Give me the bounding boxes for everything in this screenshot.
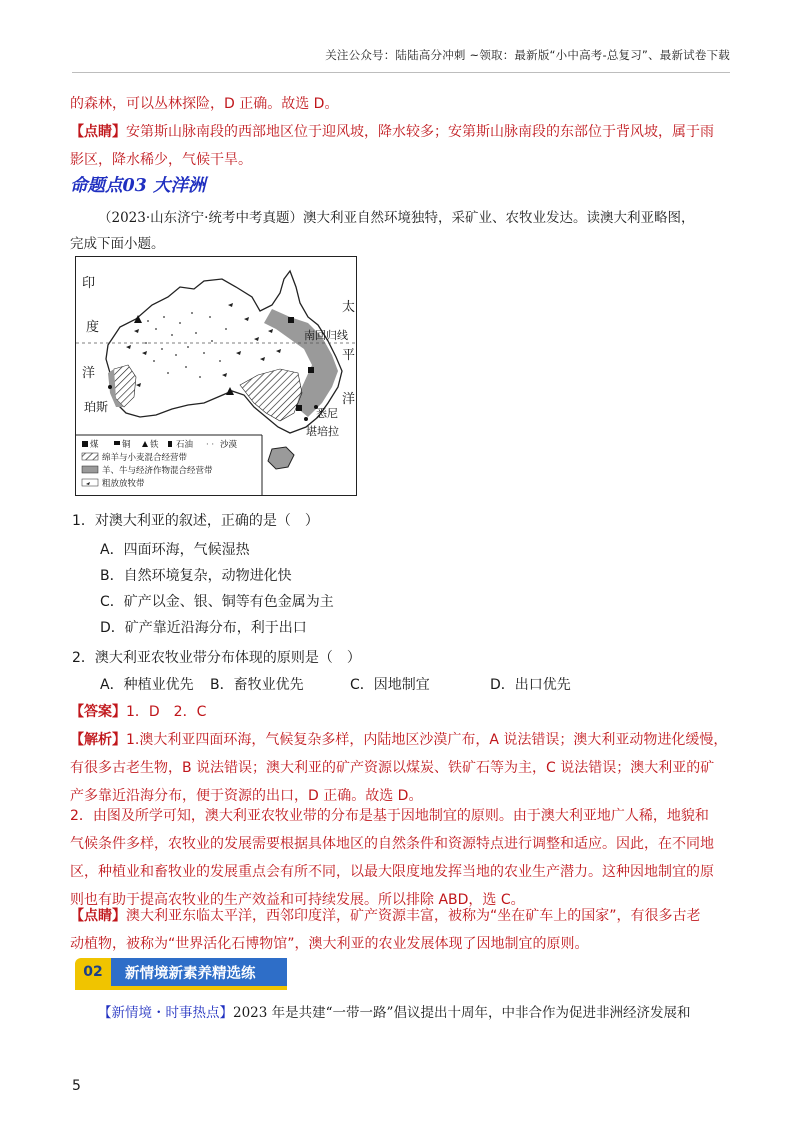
- legend-oil: 石油: [176, 440, 194, 450]
- legend-zone1: 绵羊与小麦混合经营带: [102, 453, 188, 463]
- tip2-label: 【点睛】: [70, 908, 126, 924]
- legend-coal: 煤: [90, 440, 99, 450]
- legend-zone3: 粗放放牧带: [102, 479, 145, 489]
- legend-iron: 铁: [150, 440, 159, 450]
- map-legend: [76, 435, 262, 495]
- svg-text:· ·: · ·: [206, 440, 215, 450]
- analysis-p2-line-4: 则也有助于提高农牧业的生产效益和可持续发展。所以排除 ABD，选 C。: [70, 892, 525, 908]
- label-yang-e: 洋: [342, 392, 356, 407]
- new-context-line: [70, 999, 732, 1027]
- badge-underline: [75, 986, 287, 990]
- badge-number: 02: [75, 958, 111, 986]
- q1-stem: 1．对澳大利亚的叙述，正确的是（ ）: [72, 513, 319, 529]
- q1-option-c[interactable]: C．矿产以金、银、铜等有色金属为主: [100, 594, 334, 610]
- coal-symbol: [296, 405, 302, 411]
- q2-options: [100, 672, 571, 698]
- intro-line-2: 完成下面小题。: [70, 236, 165, 252]
- question-intro: [70, 204, 732, 232]
- answer-text: 1．D 2．C: [126, 704, 207, 720]
- q1-option-b[interactable]: B．自然环境复杂，动物进化快: [100, 568, 292, 584]
- tip-text-1: 安第斯山脉南段的西部地区位于迎风坡，降水较多；安第斯山脉南段的东部位于背风坡，属于雨: [126, 124, 714, 140]
- perth-dot: [108, 385, 112, 389]
- page-number: 5: [72, 1078, 81, 1094]
- new-context-text: 2023 年是共建“一带一路”倡议提出十周年，中非合作为促进非洲经济发展和: [233, 1005, 691, 1021]
- label-sydney: 悉尼: [316, 407, 338, 420]
- canberra-dot: [304, 417, 308, 421]
- legend-copper: 铜: [122, 440, 131, 450]
- tasmania: [268, 447, 294, 469]
- q2-option-b[interactable]: B．畜牧业优先: [210, 677, 304, 693]
- label-yin: 印: [82, 276, 96, 291]
- analysis-part2: [70, 802, 732, 914]
- page-header: 关注公众号：陆陆高分冲刺 ~领取：最新版“小中高考-总复习”、最新试卷下载: [325, 48, 730, 62]
- coal-symbol: [288, 317, 294, 323]
- q1-option-d[interactable]: D．矿产靠近沿海分布，利于出口: [100, 620, 307, 636]
- label-canberra: 堪培拉: [306, 425, 339, 438]
- label-yang-w: 洋: [82, 366, 96, 381]
- australia-map-svg: [76, 257, 356, 495]
- label-tropic: 南回归线: [304, 329, 348, 342]
- analysis-p2-line-1: 2．由图及所学可知，澳大利亚农牧业带的分布是基于因地制宜的原则。由于澳大利亚地广人稀，地貌和: [70, 808, 709, 824]
- q1-option-a[interactable]: A．四面环海，气候湿热: [100, 542, 250, 558]
- analysis-part1: [70, 726, 732, 810]
- tip2: [70, 902, 732, 958]
- tip-label: 【点睛】: [70, 124, 126, 140]
- prev-tip: [70, 118, 732, 174]
- analysis-line-2: 有很多古老生物，B 说法错误；澳大利亚的矿产资源以煤炭、铁矿石等为主，C 说法错误；澳大利亚的矿: [70, 760, 715, 776]
- analysis-p2-line-3: 区，种植业和畜牧业的发展重点会有所不同，以最大限度地发挥当地的农业生产潜力。这种因地制宜的原: [70, 864, 714, 880]
- analysis-line-3: 产多靠近沿海分布，便于资源的出口，D 正确。故选 D。: [70, 788, 423, 804]
- coal-symbol: [308, 367, 314, 373]
- q2-option-d[interactable]: D．出口优先: [490, 677, 571, 693]
- badge-label: 新情境新素养精选练: [111, 958, 287, 986]
- q2-option-a[interactable]: A．种植业优先: [100, 677, 194, 693]
- answer-label: 【答案】: [70, 704, 126, 720]
- legend-zone2: 羊、牛与经济作物混合经营带: [102, 466, 213, 476]
- label-perth: 珀斯: [84, 400, 109, 414]
- australia-map: [75, 256, 357, 496]
- legend-desert: 沙漠: [220, 440, 238, 450]
- section-title: 命题点03 大洋洲: [70, 176, 206, 196]
- label-ping: 平: [342, 348, 356, 363]
- intro-line-1: （2023·山东济宁·统考中考真题）澳大利亚自然环境独特，采矿业、农牧业发达。读澳大利亚略图，: [98, 210, 695, 226]
- q2-stem: 2．澳大利亚农牧业带分布体现的原则是（ ）: [72, 650, 361, 666]
- tip-text-2: 影区，降水稀少，气候干旱。: [70, 152, 252, 168]
- header-divider: [72, 72, 730, 73]
- label-du: 度: [86, 320, 100, 335]
- analysis-label: 【解析】: [70, 732, 126, 748]
- new-context-label: 【新情境・时事热点】: [98, 1005, 233, 1021]
- prev-answer-tail: 的森林，可以丛林探险，D 正确。故选 D。: [70, 96, 339, 112]
- tip2-line-2: 动植物，被称为“世界活化石博物馆”，澳大利亚的农业发展体现了因地制宜的原则。: [70, 936, 589, 952]
- label-tai: 太: [342, 300, 356, 315]
- answer-line: [70, 698, 732, 726]
- q2-option-c[interactable]: C．因地制宜: [350, 677, 430, 693]
- analysis-line-1: 1.澳大利亚四面环海，气候复杂多样，内陆地区沙漠广布，A 说法错误；澳大利亚动物进化缓慢，: [126, 732, 728, 748]
- analysis-p2-line-2: 气候条件多样，农牧业的发展需要根据具体地区的自然条件和资源特点进行调整和适应。因此，在不同地: [70, 836, 714, 852]
- tip2-line-1: 澳大利亚东临太平洋，西邻印度洋，矿产资源丰富，被称为“坐在矿车上的国家”，有很多古老: [126, 908, 701, 924]
- section-badge: [75, 958, 287, 990]
